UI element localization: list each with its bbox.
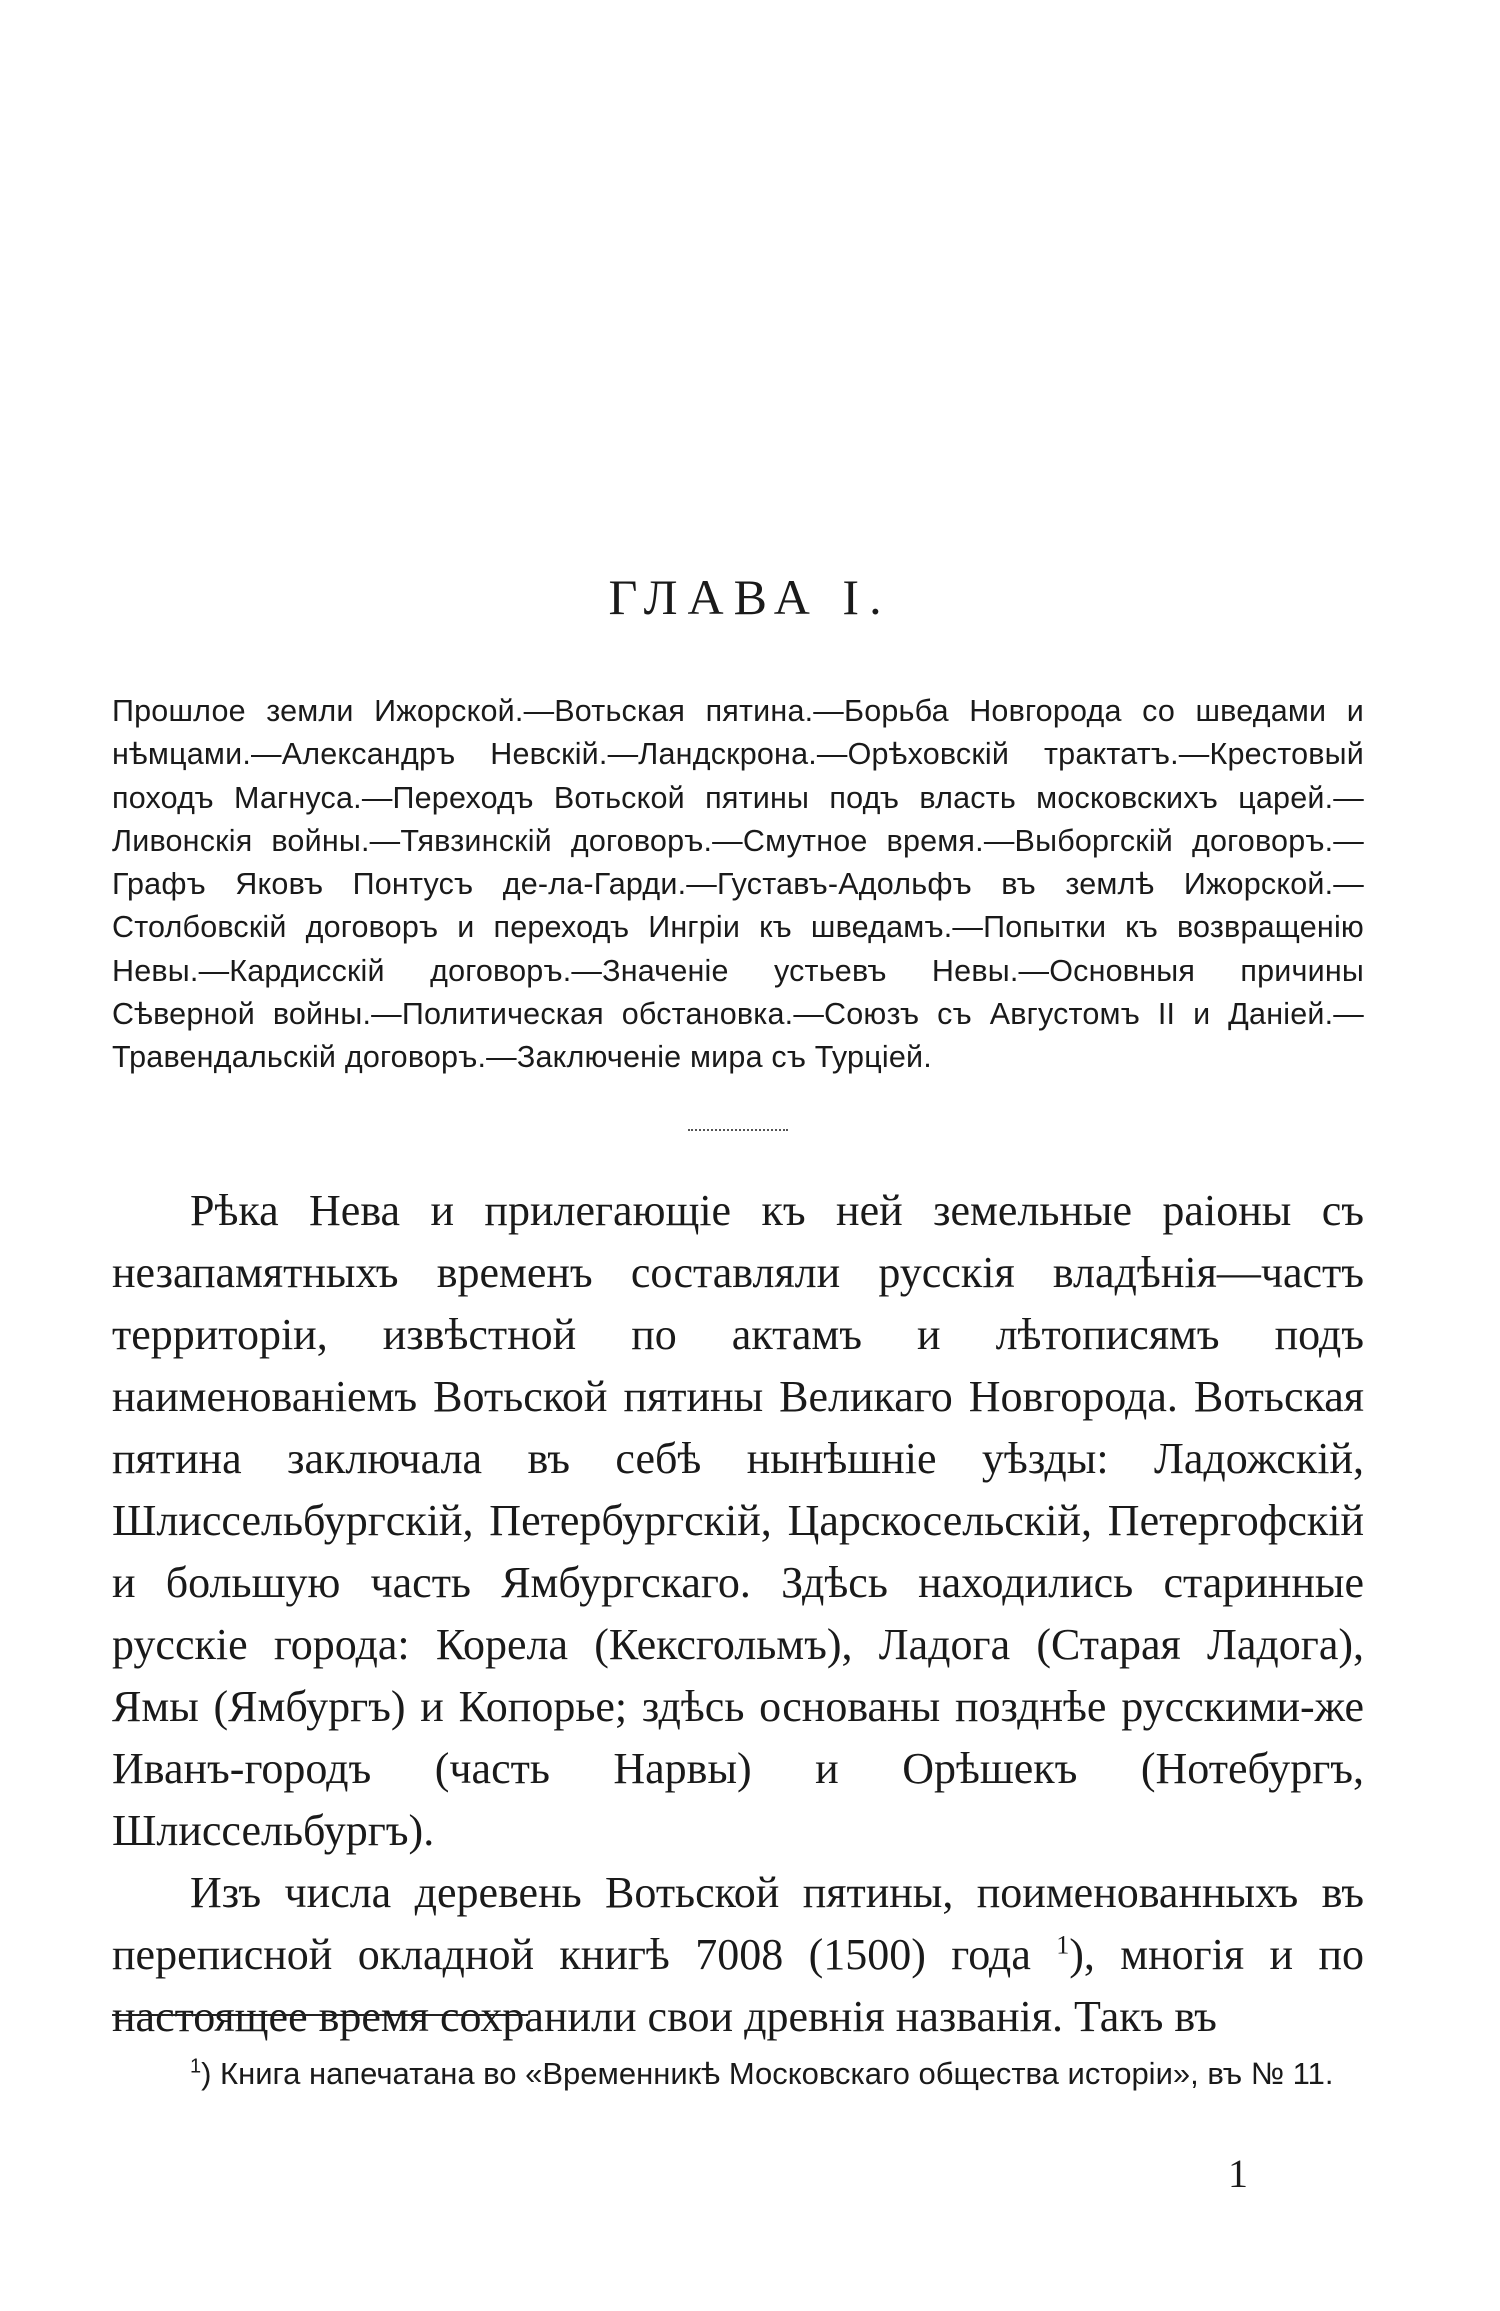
footnote-text: ) Книга напечатана во «Временникѣ Московскаго общества исторіи», въ № 11.	[201, 2056, 1334, 2091]
paragraph-text: ), многія и по настоящее время сохранили свои древнія названія. Такъ въ	[112, 1930, 1365, 2041]
footnote-reference[interactable]: 1	[1056, 1930, 1070, 1960]
section-divider	[688, 1129, 788, 1131]
paragraph	[112, 1862, 1364, 2048]
chapter-title: ГЛАВА I.	[608, 569, 892, 625]
chapter-summary: Прошлое земли Ижорской.—Вотьская пятина.—Борьба Новгорода со шведами и нѣмцами.—Александръ Невскій.—Ландскрона.—Орѣховскій трактатъ.—Крестовый походъ Магнуса.—Переходъ Вотьской пятины подъ власть московскихъ царей.—Ливонскія войны.—Тявзинскій договоръ.—Смутное время.—Выборгскій договоръ.—Графъ Яковъ Понтусъ де-ла-Гарди.—Густавъ-Адольфъ въ землѣ Ижорской.—Столбовскій договоръ и переходъ Ингріи къ шведамъ.—Попытки къ возвращенію Невы.—Кардисскій договоръ.—Значеніе устьевъ Невы.—Основныя причины Сѣверной войны.—Политическая обстановка.—Союзъ съ Августомъ II и Даніей.—Травендальскій договоръ.—Заключеніе мира съ Турціей.	[112, 694, 1364, 1075]
page-number: 1	[1228, 2151, 1248, 2196]
footnote-divider	[112, 2014, 528, 2016]
main-text	[112, 1180, 1364, 2048]
footnote	[112, 2052, 1364, 2096]
paragraph: Рѣка Нева и прилегающіе къ ней земельные раіоны съ незапамятныхъ временъ составляли русскія владѣнія—частъ территоріи, извѣстной по актамъ и лѣтописямъ подъ наименованіемъ Вотьской пятины Великаго Новгорода. Вотьская пятина заключала въ себѣ нынѣшніе уѣзды: Ладожскій, Шлиссельбургскій, Петербургскій, Царскосельскій, Петергофскій и большую часть Ямбургскаго. Здѣсь находились старинные русскіе города: Корела (Кексгольмъ), Ладога (Старая Ладога), Ямы (Ямбургъ) и Копорье; здѣсь основаны позднѣе русскими-же Иванъ-городъ (часть Нарвы) и Орѣшекъ (Нотебургъ, Шлиссельбургъ).	[112, 1186, 1364, 1855]
paragraph-text: Изъ числа деревень Вотьской пятины, поименованныхъ въ переписной окладной книгѣ 7008 (1500) года	[112, 1868, 1364, 1979]
footnote-marker: 1	[190, 2055, 202, 2078]
